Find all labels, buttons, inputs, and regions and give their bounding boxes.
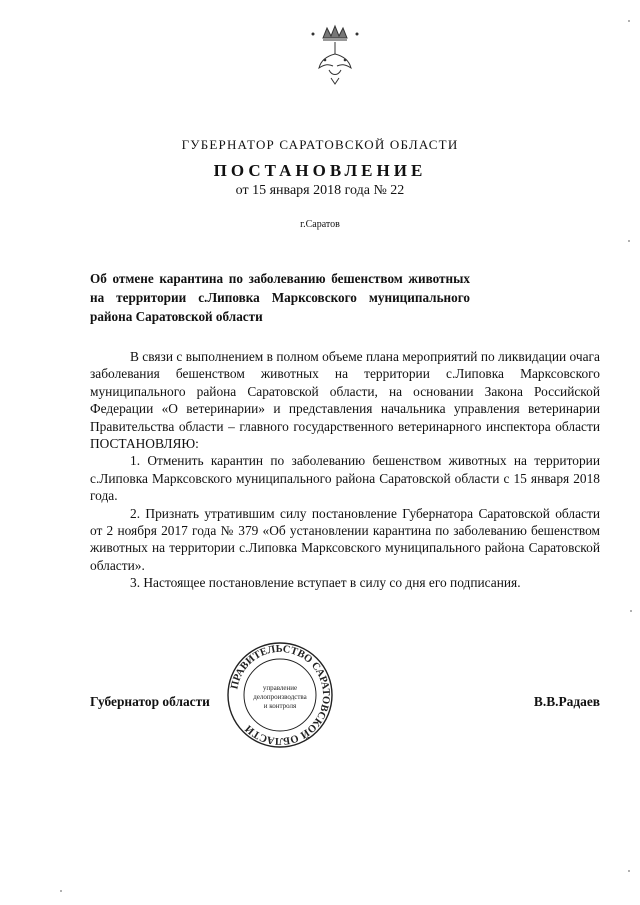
body-item-2: 2. Признать утратившим силу постановление Губернатора Саратовской области от 2 ноября 2017 года № 379 «Об установлении карантина по заболеванию бешенством животных на территории с.Липовка Марксовского муниципального района Саратовской области». <box>90 505 600 573</box>
stamp-outer-text: ПРАВИТЕЛЬСТВО САРАТОВСКОЙ ОБЛАСТИ <box>229 643 332 747</box>
document-date-number: от 15 января 2018 года № 22 <box>235 183 405 198</box>
scan-speck <box>630 610 632 612</box>
scan-speck <box>628 870 630 872</box>
crown-emblem-icon <box>305 20 365 90</box>
stamp-inner-line-2: делопроизводства <box>253 693 307 701</box>
stamp-inner-line-3: и контроля <box>263 702 297 710</box>
stamp-inner-line-1: управление <box>262 684 298 692</box>
document-type: ПОСТАНОВЛЕНИЕ <box>213 161 427 180</box>
document-subject: Об отмене карантина по заболеванию бешенством животных на территории с.Липовка Марксовского муниципального района Саратовской области <box>90 271 470 324</box>
document-body <box>90 348 600 592</box>
signatory-position: Губернатор области <box>90 694 210 709</box>
issuer-title: ГУБЕРНАТОР САРАТОВСКОЙ ОБЛАСТИ <box>181 137 459 152</box>
scan-speck <box>60 890 62 892</box>
body-item-1: 1. Отменить карантин по заболеванию бешенством животных на территории с.Липовка Марксовского муниципального района Саратовской области с 15 января 2018 года. <box>90 453 600 504</box>
signatory-name: В.В.Радаев <box>533 694 600 709</box>
body-intro-paragraph: В связи с выполнением в полном объеме плана мероприятий по ликвидации очага заболевания бешенством животных на территории с.Липовка Марксовского муниципального района Саратовской области, на основании Закона Российской Федерации «О ветеринарии» и представления начальника управления ветеринарии Правительства области – главного государственного ветеринарного инспектора области ПОСТАНОВЛЯЮ: <box>90 349 600 452</box>
scan-speck <box>628 240 630 242</box>
document-city: г.Саратов <box>300 219 340 230</box>
body-item-3: 3. Настоящее постановление вступает в силу со дня его подписания. <box>130 575 521 591</box>
official-stamp <box>225 640 335 750</box>
scan-speck <box>628 20 630 22</box>
